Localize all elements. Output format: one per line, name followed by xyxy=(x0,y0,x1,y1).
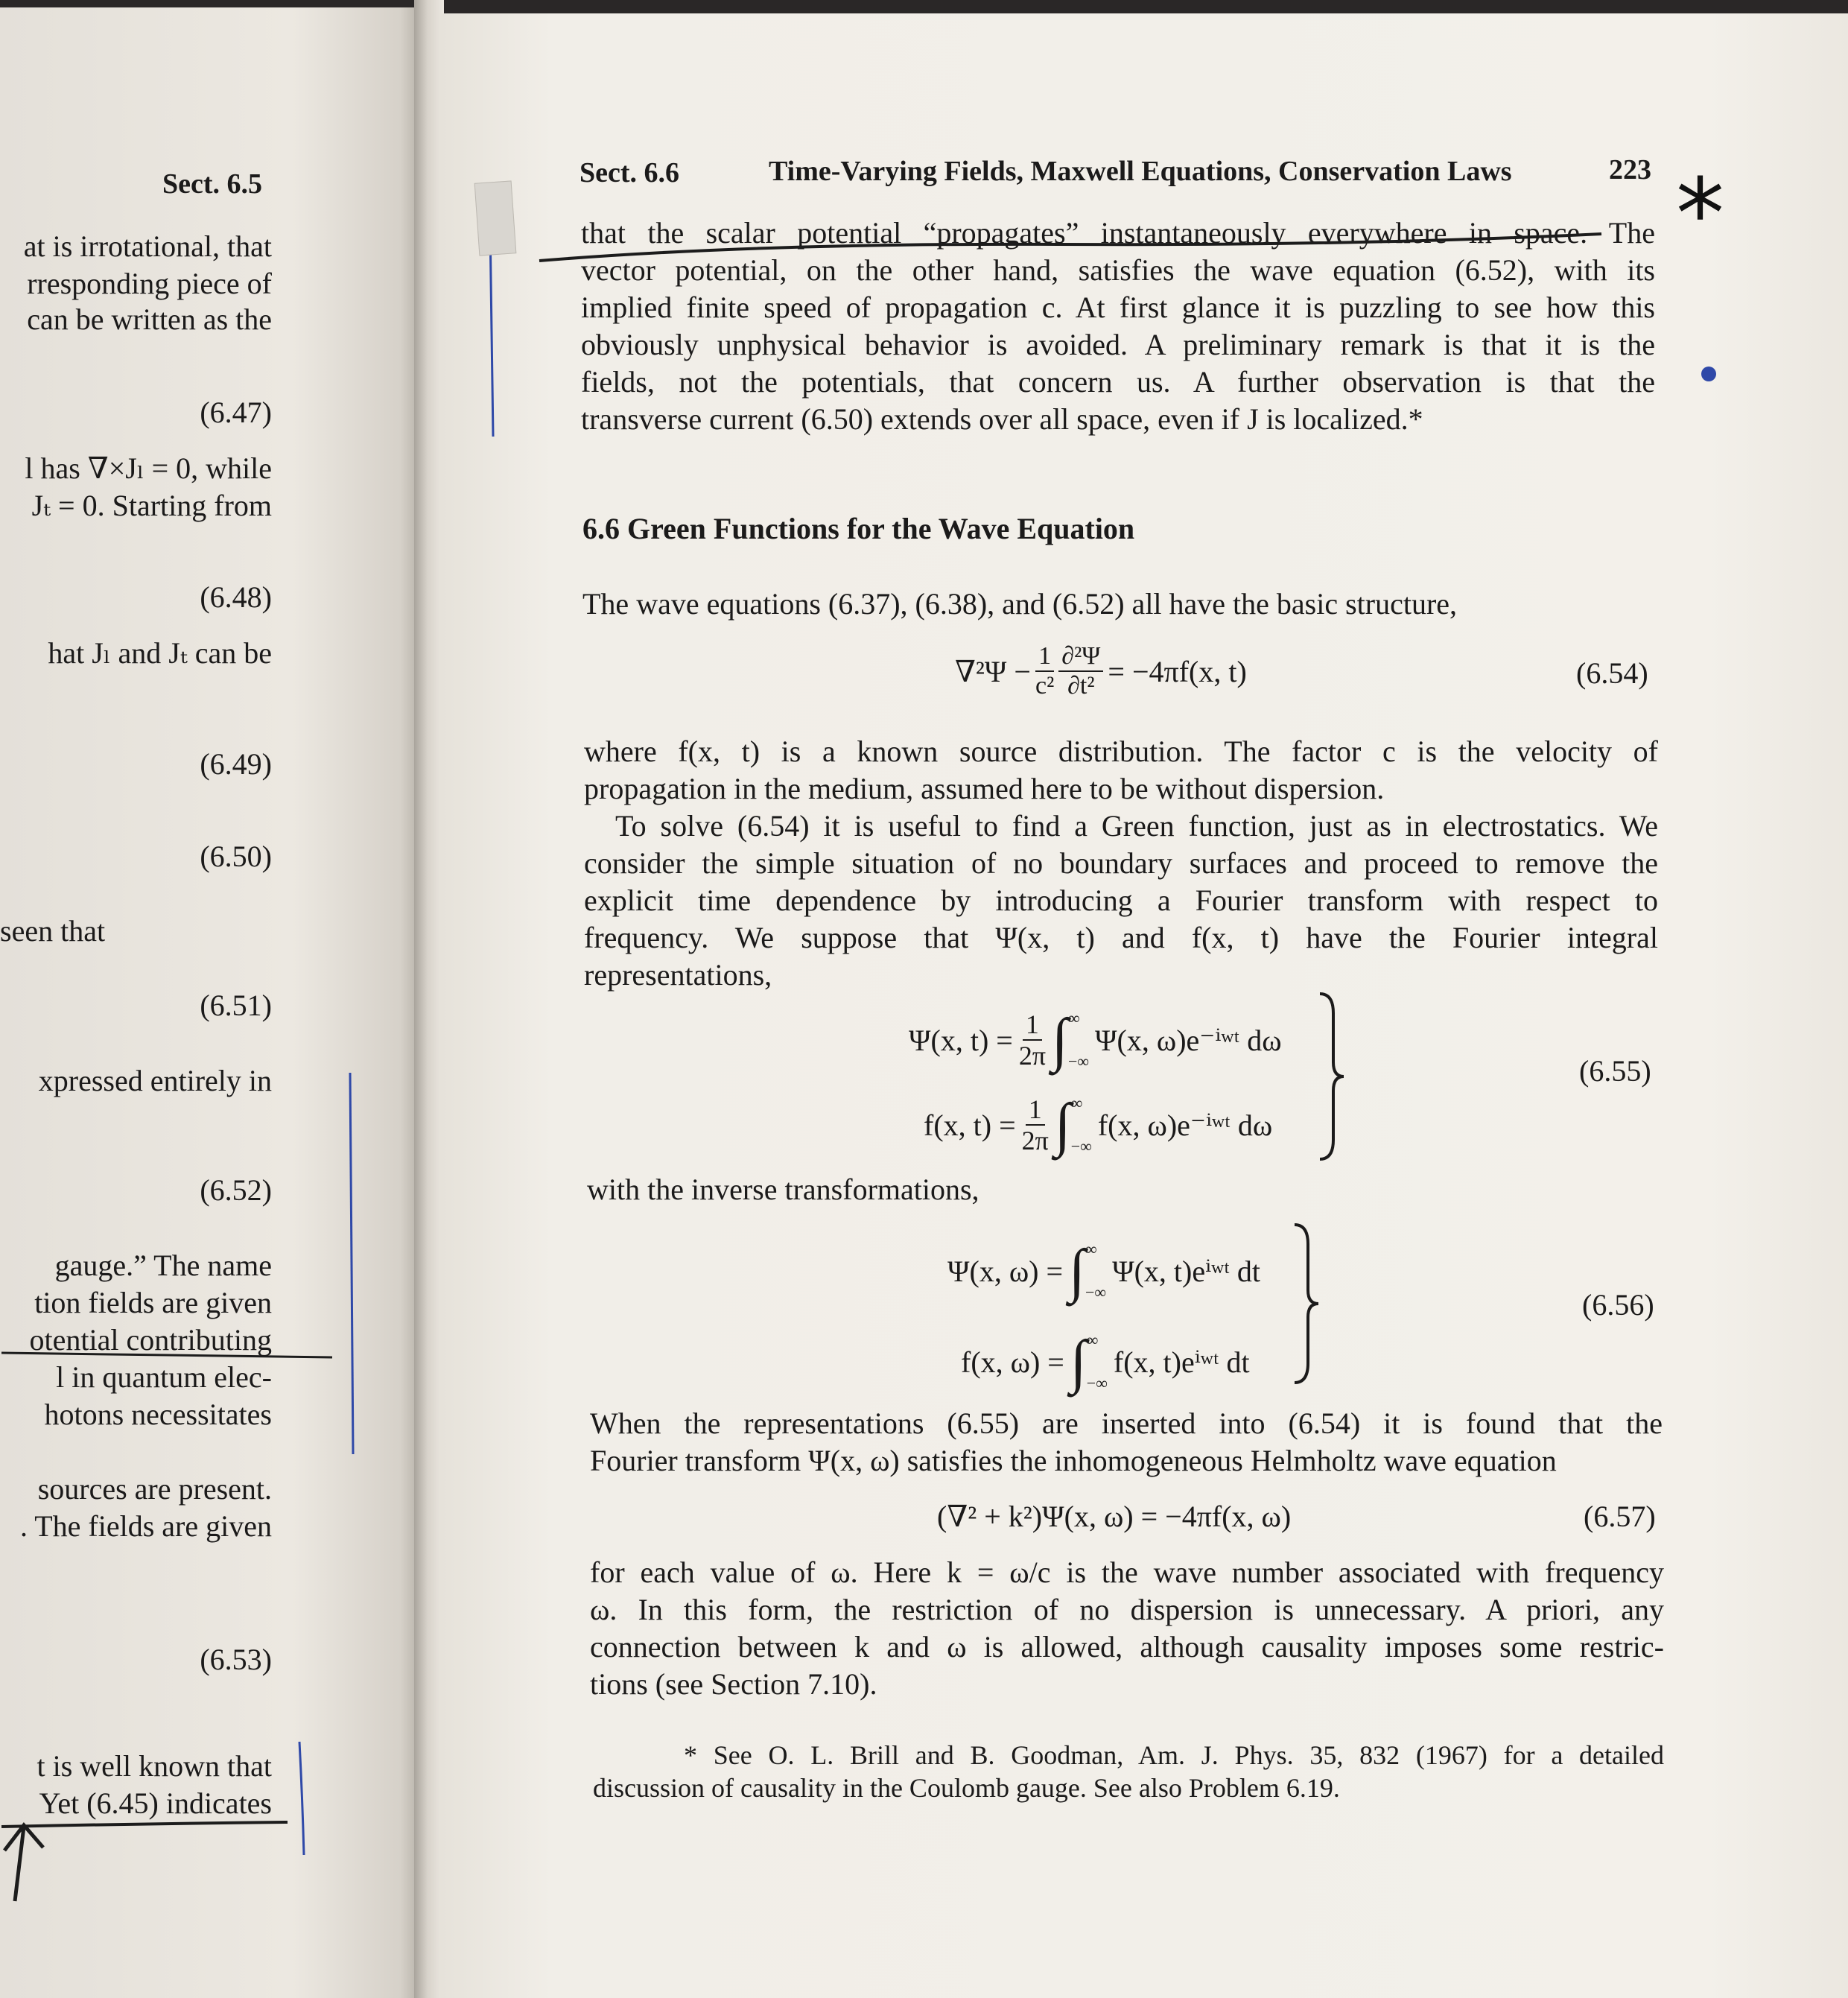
equation-6-55-line2 xyxy=(924,1082,1272,1168)
left-line: hotons necessitates xyxy=(44,1398,272,1431)
page-number: 223 xyxy=(1609,154,1651,185)
body-line: with the inverse transformations, xyxy=(587,1173,979,1206)
left-line: seen that xyxy=(0,914,106,948)
integral-sign-icon: ∫ xyxy=(1070,1329,1087,1395)
eq-number: (6.56) xyxy=(1582,1288,1654,1322)
equation-6-55-line1 xyxy=(909,997,1282,1083)
eq-lhs: Ψ(x, ω) = xyxy=(947,1254,1064,1288)
body-line: implied finite speed of propagation c. At first glance it is puzzling to see how this xyxy=(581,291,1655,324)
eq-lower-limit: −∞ xyxy=(1086,1374,1108,1392)
eq-number: (6.54) xyxy=(1576,656,1648,690)
eq-lhs: Ψ(x, t) = xyxy=(909,1023,1013,1057)
body-line: Fourier transform Ψ(x, ω) satisfies the inhomogeneous Helmholtz wave equation xyxy=(590,1444,1557,1477)
body-line: ω. In this form, the restriction of no dispersion is unnecessary. A priori, any xyxy=(590,1593,1664,1626)
left-line: otential contributing xyxy=(29,1323,272,1357)
body-line: that the scalar potential “propagates” instantaneously everywhere in space. The xyxy=(581,216,1655,250)
ink-dot-icon xyxy=(1701,367,1716,381)
body-line: To solve (6.54) it is useful to find a Green function, just as in electrostatics. We xyxy=(615,809,1658,843)
eq-lower-limit: −∞ xyxy=(1070,1137,1092,1155)
eq-integrand: f(x, ω)e⁻ⁱʷᵗ dω xyxy=(1097,1108,1273,1142)
eq-frac-den: c² xyxy=(1035,672,1055,700)
eq-lower-limit: −∞ xyxy=(1067,1052,1090,1071)
eq-upper-limit: ∞ xyxy=(1067,1009,1080,1027)
eq-limits xyxy=(1071,1082,1092,1168)
body-line: fields, not the potentials, that concern us. A further observation is that the xyxy=(581,365,1655,399)
body-line: obviously unphysical behavior is avoided. A preliminary remark is that it is the xyxy=(581,328,1655,361)
paper-tab xyxy=(474,180,517,256)
eq-number: (6.57) xyxy=(1584,1500,1656,1533)
eq-integral xyxy=(1070,1319,1108,1405)
eq-integral xyxy=(1052,997,1089,1083)
body-line: The wave equations (6.37), (6.38), and (6.52) all have the basic structure, xyxy=(582,587,1458,621)
left-line: l has ∇×Jₗ = 0, while xyxy=(25,451,272,485)
body-line: where f(x, t) is a known source distribution. The factor c is the velocity of xyxy=(584,735,1658,768)
equation-6-57: (∇² + k²)Ψ(x, ω) = −4πf(x, ω) xyxy=(937,1500,1292,1533)
left-eq-number: (6.49) xyxy=(200,747,272,781)
equation-6-54 xyxy=(955,642,1247,700)
left-line: gauge.” The name xyxy=(54,1249,272,1282)
body-line: representations, xyxy=(584,958,772,992)
eq-lhs: f(x, ω) = xyxy=(961,1345,1064,1379)
integral-sign-icon: ∫ xyxy=(1052,1007,1068,1073)
left-line: sources are present. xyxy=(37,1472,272,1506)
eq-coef-num: 1 xyxy=(1026,1094,1045,1126)
eq-lower-limit: −∞ xyxy=(1085,1283,1107,1301)
left-eq-number: (6.51) xyxy=(200,989,272,1022)
eq-coef-den: 2π xyxy=(1018,1041,1047,1071)
eq-integral xyxy=(1069,1228,1106,1314)
eq-number: (6.55) xyxy=(1579,1054,1651,1088)
body-line: vector potential, on the other hand, satisfies the wave equation (6.52), with its xyxy=(581,253,1655,287)
left-line: rresponding piece of xyxy=(27,267,272,300)
section-heading: 6.6 Green Functions for the Wave Equation xyxy=(582,512,1135,545)
integral-sign-icon: ∫ xyxy=(1054,1092,1071,1158)
left-line: at is irrotational, that xyxy=(23,229,272,263)
left-eq-number: (6.48) xyxy=(200,580,272,614)
body-line: explicit time dependence by introducing a Fourier transform with respect to xyxy=(584,884,1658,917)
left-eq-number: (6.52) xyxy=(200,1173,272,1207)
eq-lhs: ∇²Ψ − xyxy=(955,654,1031,688)
eq-integrand: Ψ(x, t)eⁱʷᵗ dt xyxy=(1112,1254,1261,1288)
eq-upper-limit: ∞ xyxy=(1070,1094,1083,1112)
equation-6-56-line1 xyxy=(947,1228,1260,1314)
body-line: for each value of ω. Here k = ω/c is the wave number associated with frequency xyxy=(590,1555,1664,1589)
eq-upper-limit: ∞ xyxy=(1086,1331,1099,1349)
integral-sign-icon: ∫ xyxy=(1069,1238,1085,1304)
eq-deriv-den: ∂t² xyxy=(1067,672,1095,700)
eq-lhs: f(x, t) = xyxy=(924,1108,1016,1142)
eq-coefficient xyxy=(1019,1009,1046,1071)
eq-coef-num: 1 xyxy=(1023,1009,1042,1041)
eq-limits xyxy=(1085,1228,1106,1314)
eq-frac-num: 1 xyxy=(1035,642,1054,672)
left-line: Jₜ = 0. Starting from xyxy=(31,489,272,522)
body-line: connection between k and ω is allowed, although causality imposes some restric- xyxy=(590,1630,1664,1664)
left-eq-number: (6.47) xyxy=(200,396,272,429)
left-line: hat Jₗ and Jₜ can be xyxy=(48,636,272,670)
body-line: consider the simple situation of no boundary surfaces and proceed to remove the xyxy=(584,846,1658,880)
body-line: propagation in the medium, assumed here to be without dispersion. xyxy=(584,772,1385,805)
left-line: . The fields are given xyxy=(19,1509,272,1543)
eq-deriv-num: ∂²Ψ xyxy=(1058,642,1103,672)
eq-limits xyxy=(1068,997,1089,1083)
left-running-head: Sect. 6.5 xyxy=(162,168,263,200)
eq-integral xyxy=(1055,1082,1092,1168)
body-line: tions (see Section 7.10). xyxy=(590,1667,877,1701)
eq-integrand: Ψ(x, ω)e⁻ⁱʷᵗ dω xyxy=(1095,1023,1282,1057)
eq-limits xyxy=(1087,1319,1108,1405)
eq-integrand: f(x, t)eⁱʷᵗ dt xyxy=(1113,1345,1250,1379)
eq-rhs: = −4πf(x, t) xyxy=(1108,654,1247,688)
left-line: l in quantum elec- xyxy=(56,1360,272,1394)
footnote-line: * See O. L. Brill and B. Goodman, Am. J. Phys. 35, 832 (1967) for a detailed xyxy=(684,1740,1664,1770)
eq-fraction xyxy=(1035,642,1054,700)
body-line: When the representations (6.55) are inserted into (6.54) it is found that the xyxy=(590,1406,1663,1440)
left-line: can be written as the xyxy=(27,302,272,336)
eq-coef-den: 2π xyxy=(1021,1126,1049,1155)
running-head-title: Time-Varying Fields, Maxwell Equations, Conservation Laws xyxy=(769,156,1512,187)
body-line: transverse current (6.50) extends over all space, even if J is localized.* xyxy=(581,402,1423,436)
left-line: Yet (6.45) indicates xyxy=(39,1786,272,1820)
eq-derivative xyxy=(1058,642,1103,700)
handwritten-asterisk: * xyxy=(1676,157,1724,270)
left-eq-number: (6.50) xyxy=(200,840,272,873)
left-eq-number: (6.53) xyxy=(200,1643,272,1676)
eq-upper-limit: ∞ xyxy=(1085,1240,1097,1258)
left-line: xpressed entirely in xyxy=(38,1064,272,1097)
body-line: frequency. We suppose that Ψ(x, t) and f(x, t) have the Fourier integral xyxy=(584,921,1658,954)
footnote-line: discussion of causality in the Coulomb gauge. See also Problem 6.19. xyxy=(593,1773,1340,1803)
running-head-section: Sect. 6.6 xyxy=(580,157,680,188)
left-line: tion fields are given xyxy=(34,1286,272,1319)
eq-coefficient xyxy=(1022,1094,1049,1155)
left-line: t is well known that xyxy=(36,1749,272,1783)
equation-6-56-line2 xyxy=(961,1319,1250,1405)
